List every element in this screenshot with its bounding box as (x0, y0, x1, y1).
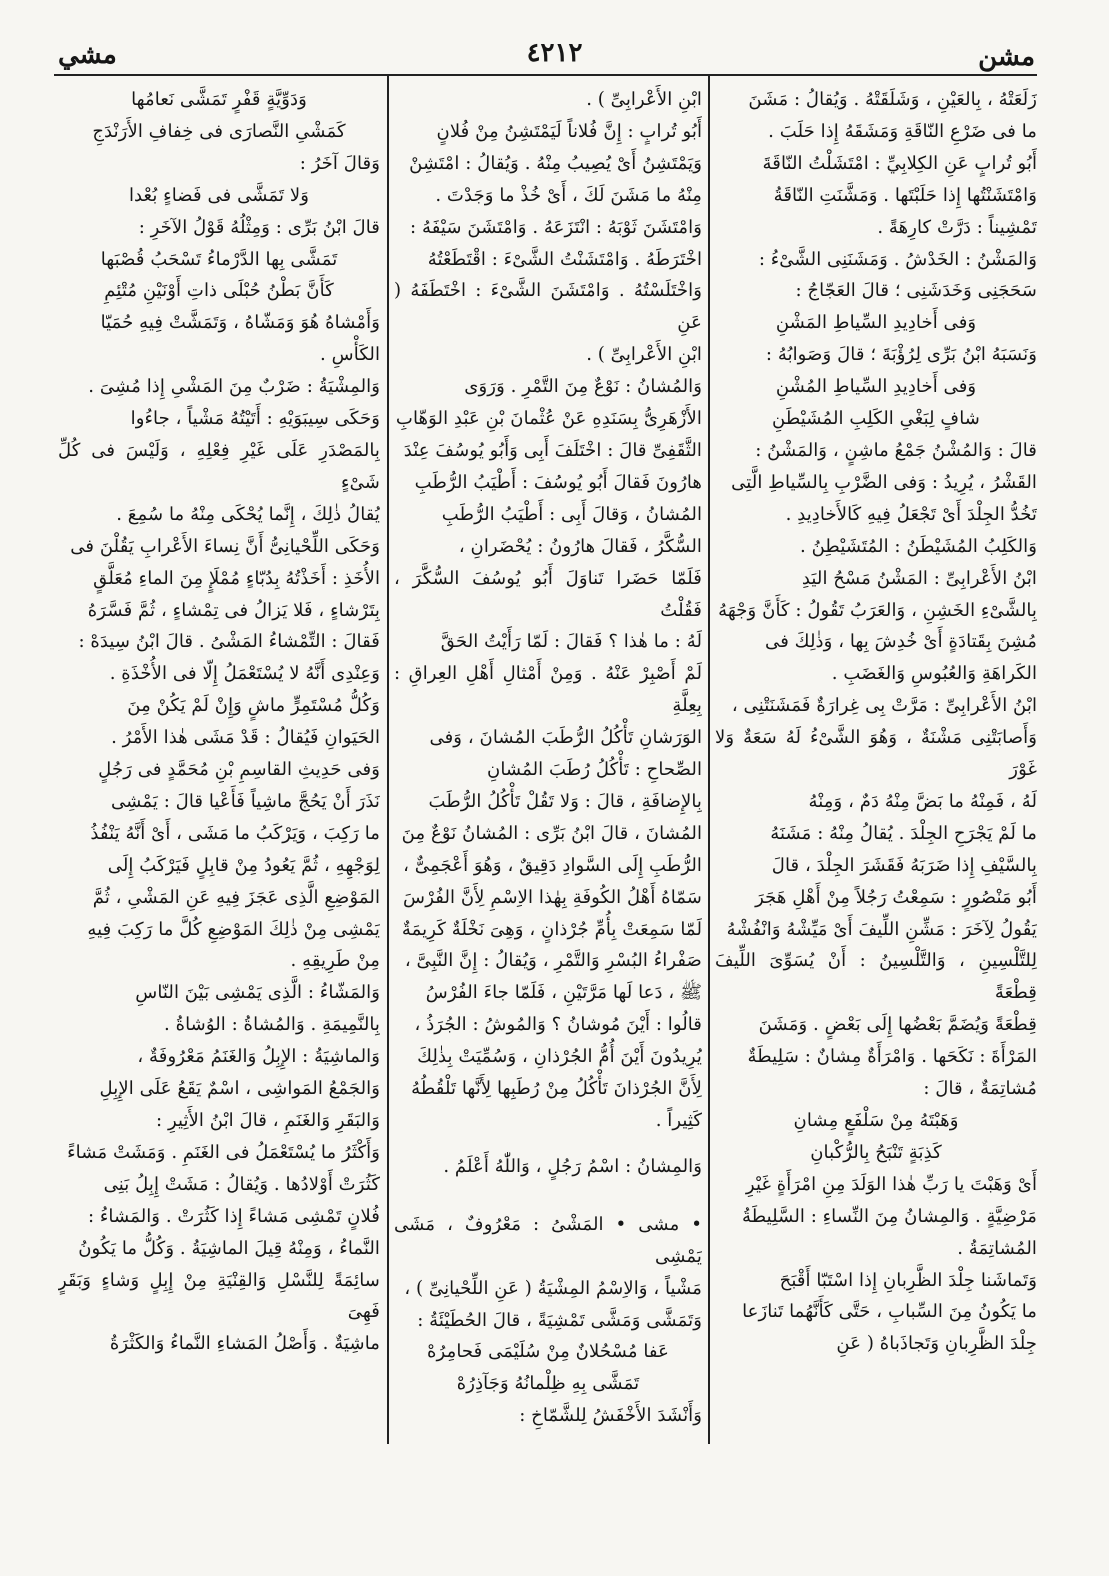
text-line: مِنْ طَرِيقِهِ . (290, 950, 380, 972)
text-line: الأَزْهَرِىُّ بِسَنَدِهِ عَنْ عُثْمانَ بْنِ عَبْدِ الوَهّابِ (395, 408, 702, 430)
text-line: المُشانُ ، وَقالَ أَبِى : أَطْيَبُ الرُّطَبِ (441, 503, 702, 525)
text-line: الكَأْسِ . (320, 344, 380, 366)
text-line: شافٍ لِبَغْىِ الكَلِبِ المُشَيْطَنِ (771, 408, 981, 430)
text-line: وَالمَشّاءُ : الَّذِى يَمْشِى بَيْنَ النّاسِ (135, 982, 380, 1004)
text-line: وَاخْتَلَسْتُهُ . وَامْتَشَنَ الشَّىْءَ : اخْتَطَفَهُ ( عَنِ (394, 280, 702, 334)
text-line: ابْنُ الأَعْرابِىِّ : المَشْنُ مَسْحُ اليَدِ (801, 567, 1037, 589)
text-line: لَهُ : ما هٰذا ؟ فَقالَ : لَمّا رَأَيْتُ الحَقَّ (440, 631, 702, 653)
text-line: وَتَماشَنا جِلْدَ الظَّرِبانِ إِذا اسْتَبّا أَقْبَحَ (779, 1269, 1037, 1291)
text-line: الأُخَذِ : أَخَذْتُهُ بِدُبّاءٍ مُمْلَإٍ مِنَ الماءِ مُعَلَّقٍ (93, 567, 380, 589)
text-line: الثَّقَفِىِّ قالَ : اخْتَلَفَ أَبِى وَأَبُو يُوسُفَ عِنْدَ (403, 439, 702, 461)
text-line: كَمَشْىِ النَّصارَى فى خِفافِ الأَرَنْدَجِ (92, 120, 346, 142)
text-line: وَامْتَشَنْتُها إِذا حَلَبْتَها . وَمَشَّنَتِ النّاقَةُ (773, 184, 1037, 206)
text-line: ما فى ضَرْعِ النّاقَةِ وَمَشَقَهُ إِذا حَلَبَ . (768, 120, 1037, 142)
text-line: هارُونَ فَقالَ أَبُو يُوسُفَ : أَطْيَبُ الرُّطَبِ (414, 471, 702, 493)
text-line: وَالجَمْعُ المَواشِى ، اسْمٌ يَقَعُ عَلَى الإِبِلِ (99, 1078, 380, 1100)
text-line: مِنْهُ ما مَشَنَ لَكَ ، أَىْ خُذْ ما وَجَدْتَ . (435, 184, 702, 206)
text-line: بِالمَصْدَرِ عَلَى غَيْرِ فِعْلِهِ ، وَلَيْسَ فى كُلِّ شَىْءٍ (58, 439, 380, 493)
text-line: يَمْشِى مِنْ ذٰلِكَ المَوْضِعِ كُلَّ ما رَكِبَ فِيهِ (87, 918, 380, 940)
text-line: وَقالَ آخَرُ : (299, 152, 380, 174)
text-line: الصِّحاحِ : تَأْكُلُ رُطَبَ المُشانِ (486, 759, 702, 781)
text-line: القَشْرُ ، يُرِيدُ : وَفى الضَّرْبِ بِالسِّياطِ الَّتِى (731, 471, 1037, 493)
text-line: تَمَشَّى بِها الدَّرْماءُ تَسْحَبُ قُصْبَها (100, 248, 338, 270)
text-line: وَحَكَى سِيبَوَيْهِ : أَتَيْتُهُ مَشْياً ، جاءُوا (130, 408, 380, 430)
running-head-right: مشن (978, 42, 1035, 72)
text-line: قالَ : وَالمُشْنُ جَمْعُ ماشِنٍ ، وَالمَشْنُ : (755, 439, 1037, 461)
text-line: ﷺ ، دَعا لَها مَرَّتَيْنِ ، فَلَمّا جاءَ الفُرْسُ (425, 982, 702, 1004)
text-line: ما رَكِبَ ، وَيَرْكَبُ ما مَشَى ، أَىْ أَنَّهُ يَنْفُذُ (90, 822, 380, 844)
text-line: ما لَمْ يَجْرَحِ الجِلْدَ . يُقالُ مِنْهُ : مَشَنَهُ (770, 822, 1037, 844)
text-line: وَيَمْتَشِنُ أَىْ يُصِيبُ مِنْهُ . وَيُقالُ : امْتَشِنْ (409, 152, 702, 174)
text-line: وَفى أَخادِيدِ السِّياطِ المُشْنِ (775, 376, 977, 398)
text-line: أَىْ وَهَبْتَ يا رَبِّ هٰذا الوَلَدَ مِنِ امْرَأَةٍ غَيْرِ (745, 1173, 1037, 1195)
text-line: وَأَكْثَرُ ما يُسْتَعْمَلُ فى الغَنَمِ . وَمَشَتْ مَشاءً (67, 1141, 380, 1163)
text-line: المَوْضِعِ الَّذِى عَجَزَ فِيهِ عَنِ المَشْىِ ، ثُمَّ (92, 886, 380, 908)
text-line: الكَراهَةِ وَالعُبُوسِ وَالغَضَبِ . (831, 663, 1037, 685)
text-line: نَذَرَ أَنْ يَحُجَّ ماشِياً فَأَعْيا قالَ : يَمْشِى (110, 790, 380, 812)
text-line: لَمّا سَمِعَتْ بِأُمِّ جُرْذانٍ ، وَهِىَ نَخْلَةٌ كَرِيمَةٌ (401, 918, 702, 940)
text-line: وَنَسَبَهُ ابْنُ بَرِّى لِرُؤْبَةَ ؛ قالَ وَصَوابُهُ : (765, 344, 1037, 366)
text-line: وَامْتَشَنَ ثَوْبَهُ : انْتَزَعَهُ . وَامْتَشَنَ سَيْفَهُ : (410, 216, 702, 238)
column-rule-left (387, 76, 389, 1444)
text-line: جِلْدَ الظَّرِبانِ وَتَجاذَباهُ ( عَنِ (836, 1333, 1037, 1355)
text-line: وَهَبْتَهُ مِنْ سَلْفَعٍ مِشانِ (793, 1110, 959, 1131)
text-line: يُقالُ ذٰلِكَ ، إِنَّما يُحْكَى مِنْهُ ما سُمِعَ . (116, 503, 380, 525)
text-line: بِالشَّىْءِ الخَشِنِ ، وَالعَرَبُ تَقُولُ : كَأَنَّ وَجْهَهُ (718, 599, 1037, 621)
text-line: بِالسَّيْفِ إِذا ضَرَبَهُ فَقَشَرَ الجِلْدَ ، قالَ (771, 854, 1037, 876)
text-line: بِتَرْشاءٍ ، فَلا يَزالُ فى تِمْشاءٍ ، ثُمَّ فَسَّرَهُ (87, 599, 380, 621)
text-line: مُشِنَ بِقَتادَةٍ أَىْ خُدِشَ بِها ، وَذٰلِكَ فى (765, 631, 1037, 653)
text-line: زَلَعَتْهُ ، بِالعَيْنِ ، وَشَلَقَتْهُ . وَيُقالُ : مَشَنَ (748, 89, 1037, 110)
text-line: وَالمِشانُ : اسْمُ رَجُلٍ ، وَاللّٰهُ أَعْلَمُ . (443, 1155, 702, 1177)
text-line: كَذِبَةٍ تَنْبَحُ بِالرُّكْبانِ (810, 1141, 942, 1163)
text-line: لِأَنَّ الجُرْذانَ تَأْكُلُ مِنْ رُطَبِها لِأَنَّها تَلْقُطُهُ (411, 1078, 702, 1100)
text-line: وَكُلُّ مُسْتَمِرٍّ ماشٍ وَإِنْ لَمْ يَكُنْ مِنَ (127, 695, 380, 717)
text-line: تَمَشَّى بِهِ ظِلْمانُهُ وَجَآذِرُهْ (456, 1373, 640, 1395)
text-line: وَفى حَدِيثِ القاسِمِ بْنِ مُحَمَّدٍ فى رَجُلٍ (98, 759, 380, 781)
column-rule-right (708, 76, 710, 1444)
column-right (715, 84, 1037, 1444)
text-line: كَثُرَتْ أَوْلادُها . وَيُقالُ : مَشَتْ إِبِلُ بَنِى (103, 1173, 380, 1195)
text-line: سَحَجَنِى وَخَدَشَنِى ؛ قالَ العَجّاجُ : (795, 280, 1037, 302)
text-line: ابْنِ الأَعْرابِىِّ ) . (586, 344, 702, 366)
text-line: قالُوا : أَيْنَ مُوشانُ ؟ وَالمُوشُ : الجُرَذُ ، (414, 1014, 702, 1036)
text-line: مُشاتِمَةٌ ، قالَ : (923, 1078, 1037, 1100)
text-line: الوَرَشانِ تَأْكُلُ الرُّطَبَ المُشانَ ، وَفى (429, 727, 702, 749)
text-line: المُشاتِمَةُ . (957, 1237, 1037, 1259)
text-line: فُلانٍ تَمْشِى مَشاءً إِذا كَثُرَتْ . وَالمَشاءُ : (87, 1205, 380, 1227)
text-line: وَالكَلِبُ المُشَيْطَنُ : المُتَشَيْطِنُ . (800, 535, 1037, 557)
text-line: لِوَجْهِهِ ، ثُمَّ يَعُودُ مِنْ قابِلٍ فَيَرْكَبُ إِلَى (107, 854, 380, 876)
text-line: المَرْأَةَ : نَكَحَها . وَامْرَأَةٌ مِشانٌ : سَلِيطَةٌ (747, 1046, 1037, 1068)
text-line: أَبُو مَنْصُورٍ : سَمِعْتُ رَجُلاً مِنْ أَهْلِ هَجَرَ (755, 886, 1037, 908)
text-line: وَدَوِّيَّةٍ قَفْرٍ تَمَشَّى نَعامُها (131, 89, 307, 110)
page-number: ٤٢١٢ (526, 38, 583, 68)
text-line: فَلَمّا حَضَرا تَناوَلَ أَبُو يُوسُفَ السُّكَّرَ ، فَقُلْتُ (394, 567, 702, 621)
text-line: قالَ ابْنُ بَرِّى : وَمِثْلُهُ قَوْلُ الآخَرِ : (138, 216, 380, 238)
text-line: وَعِنْدِى أَنَّهُ لا يُسْتَعْمَلُ إِلّا فى الأُخْذَةِ . (109, 663, 380, 685)
text-line: وَأَنْشَدَ الأَخْفَشُ لِلشَّمّاخِ : (519, 1405, 702, 1427)
text-line: لِلتَّلْسِينِ ، وَالتَّلْسِينُ : أَنْ يُسَوِّىَ اللِّيفَ قِطْعَةً (715, 950, 1037, 1004)
text-line: وَلا تَمَشَّى فى فَضاءٍ بُعْدا (128, 184, 310, 206)
text-line: يَقُولُ لِآخَرَ : مَشِّنِ اللِّيفَ أَىْ مَيِّشْهُ وَانْفُشْهُ (726, 918, 1037, 940)
text-line: ابْنِ الأَعْرابِىِّ ) . (586, 89, 702, 110)
text-line: لَمْ أَصْبِرْ عَنْهُ . وَمِنْ أَمْثالِ أَهْلِ العِراقِ : بِعِلَّةِ (394, 663, 702, 717)
text-line: ماشِيَةٌ . وَأَصْلُ المَشاءِ النَّماءُ وَالكَثْرَةُ (109, 1333, 380, 1355)
text-line: وَأَصابَتْنِى مَشْنَةٌ ، وَهُوَ الشَّىْءُ لَهُ سَعَةٌ وَلا غَوْرَ (715, 727, 1037, 781)
text-line: يُرِيدُونَ أَيْنَ أُمُّ الجُرْذانِ ، وَسُمِّيَتْ بِذٰلِكَ (417, 1046, 702, 1068)
text-line: المُشانَ ، قالَ ابْنُ بَرِّى : المُشانُ نَوْعٌ مِنَ (401, 822, 702, 844)
text-line: وَالبَقَرِ وَالغَنَمِ ، قالَ ابْنُ الأَثِيرِ : (156, 1110, 380, 1131)
text-line: فَقالَ : التِّمْشاءُ المَشْىُ . قالَ ابْنُ سِيدَهْ : (78, 631, 380, 653)
text-line: وَالمِشْيَةُ : ضَرْبٌ مِنَ المَشْىِ إِذا مُشِىَ . (88, 376, 380, 398)
text-line: مَرْضِيَّةٍ . وَالمِشانُ مِنَ النِّساءِ : السَّلِيطَةُ (741, 1205, 1037, 1227)
text-line: أَبُو تُرابٍ : إِنَّ فُلاناً لَيَمْتَشِنُ مِنْ فُلانٍ (436, 120, 702, 142)
text-line: وَحَكَى اللِّحْيانِىُّ أَنَّ نِساءَ الأَعْرابِ يَقُلْنَ فى (70, 535, 380, 557)
text-line: الحَيَوانِ فَيُقالُ : قَدْ مَشَى هٰذا الأَمْرُ . (111, 727, 380, 749)
text-line: وَالمُشانُ : نَوْعٌ مِنَ التَّمْرِ . وَرَوَى (464, 376, 702, 398)
text-line: وَالماشِيَةُ : الإِبِلُ وَالغَنَمُ مَعْرُوفَةٌ ، (137, 1046, 380, 1068)
text-line: تَمْشِيناً : دَرَّتْ كارِهَةً . (877, 216, 1037, 238)
text-line: عَفا مُسْحُلانٌ مِنْ سُلَيْمَى فَحامِرُهْ (427, 1341, 669, 1363)
text-line: أَبُو تُرابٍ عَنِ الكِلابِيِّ : امْتَشَلْتُ النّاقَةَ (762, 152, 1037, 174)
text-line: قِطْعَةً وَيُضَمَّ بَعْضُها إِلَى بَعْضٍ . وَمَشَنَ (758, 1014, 1037, 1036)
column-left (58, 84, 380, 1444)
text-line: وَالمَشْنُ : الخَدْشُ . وَمَشَنَنِى الشَّىْءُ : (758, 248, 1037, 270)
text-line: • مشى • المَشْىُ : مَعْرُوفٌ ، مَشَى يَمْشِى (394, 1213, 702, 1267)
text-line: النَّماءُ ، وَمِنْهُ قِيلَ الماشِيَةُ . وَكُلُّ ما يَكُونُ (78, 1237, 380, 1259)
text-line: سَمّاهُ أَهْلُ الكُوفَةِ بِهٰذا الاِسْمِ لِأَنَّ الفُرْسَ (403, 886, 702, 908)
text-line: كَثِيراً . (655, 1110, 702, 1131)
text-line: بِالإِضافَةِ ، قالَ : وَلا تَقُلْ تَأْكُلُ الرُّطَبَ (428, 790, 702, 812)
text-line: بِالنَّمِيمَةِ . وَالمُشاةُ : الوُشاةُ . (164, 1014, 380, 1036)
text-line: وَفى أَخادِيدِ السِّياطِ المَشْنِ (775, 312, 977, 334)
text-line: الرُّطَبِ إِلَى السَّوادِ دَقِيقٌ ، وَهُوَ أَعْجَمِىٌّ ، (403, 854, 702, 876)
text-line: وَتَمَشَّى وَمَشَّى تَمْشِيَةً ، قالَ الحُطَيْئَةُ : (417, 1309, 702, 1331)
text-line: اخْتَرَطَهُ . وَامْتَشَنْتُ الشَّىْءَ : اقْتَطَعْتُهُ (427, 248, 702, 270)
text-line: صَفْراءُ البُسْرِ وَالتَّمْرِ ، وَيُقالُ : إِنَّ النَّبِىَّ ، (404, 950, 702, 972)
header-rule (54, 74, 1037, 76)
text-line: لَهُ ، فَمِنْهُ ما بَضَّ مِنْهُ دَمٌ ، وَمِنْهُ (808, 790, 1037, 812)
column-middle (394, 84, 702, 1444)
text-line: ابْنُ الأَعْرابِىِّ : مَرَّتْ بِى غِرارَةٌ فَمَشَنَتْنِى ، (731, 695, 1037, 717)
running-head-left: مشي (58, 40, 117, 70)
text-line: تَخُدُّ الجِلْدَ أَىْ تَجْعَلُ فِيهِ كَالأَخادِيدِ . (785, 503, 1037, 525)
text-line: مَشْياً ، وَالاِسْمُ المِشْيَةُ ( عَنِ اللِّحْيانِىِّ ) ، (404, 1277, 702, 1299)
text-line: وَأَمْشاهُ هُوَ وَمَشّاهُ ، وَتَمَشَّتْ فِيهِ حُمَيّا (100, 312, 380, 334)
text-line: ما يَكُونُ مِنَ السِّبابِ ، حَتَّى كَأَنَّهُما تَنازَعا (742, 1301, 1037, 1323)
text-line: سائِمَةً لِلنَّسْلِ وَالقِنْيَةِ مِنْ إِبِلٍ وَشاءٍ وَبَقَرٍ فَهِىَ (58, 1269, 380, 1323)
text-line: السُّكَّرُ ، فَقالَ هارُونُ : يُحْضَرانِ ، (458, 535, 702, 557)
text-line: كَأَنَّ بَطْنُ حُبْلَى ذاتِ أَوْنَيْنِ مُتْئِمِ (104, 280, 334, 302)
